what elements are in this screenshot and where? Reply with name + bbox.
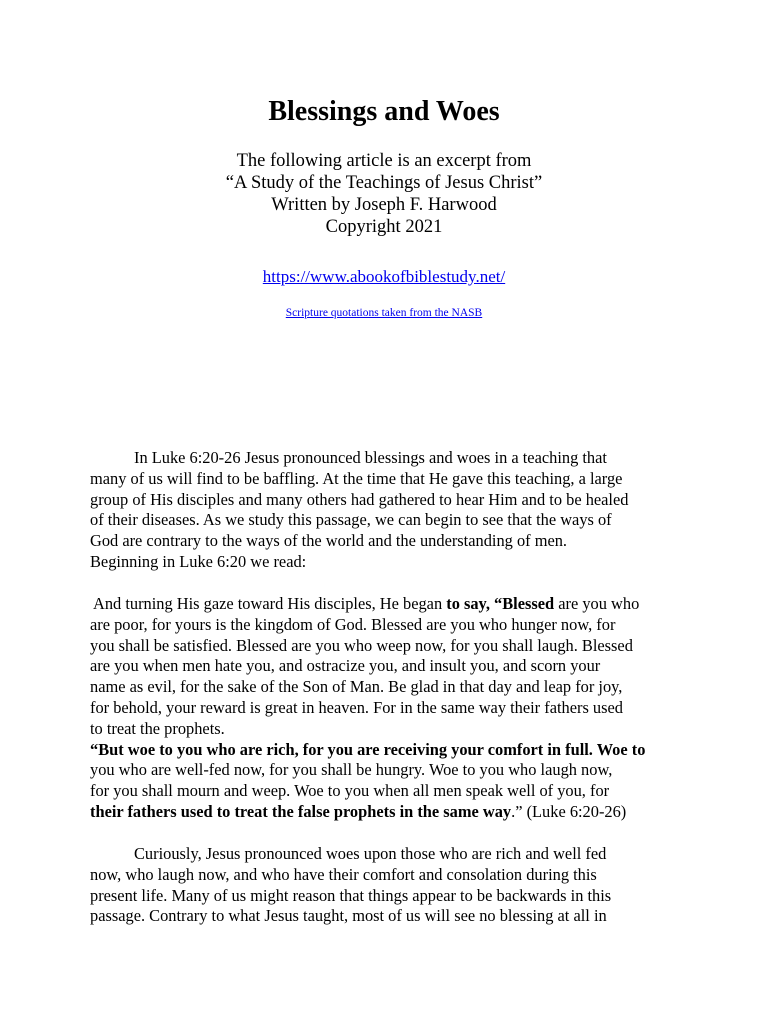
- paragraph-intro: [90, 448, 690, 573]
- quote-line: for you shall mourn and weep. Woe to you when all men speak well of you, for: [90, 781, 610, 801]
- intro-book-title: “A Study of the Teachings of Jesus Christ”: [225, 173, 543, 193]
- paragraph-commentary: [90, 844, 690, 927]
- quote-bold-text: to say, “Blessed: [446, 594, 555, 613]
- paragraph-line: group of His disciples and many others had gathered to hear Him and to be healed: [90, 489, 629, 509]
- scripture-note-link[interactable]: Scripture quotations taken from the NASB: [285, 307, 483, 319]
- scripture-quote: [90, 594, 690, 823]
- paragraph-line: Curiously, Jesus pronounced woes upon those who are rich and well fed: [134, 844, 607, 863]
- quote-line: you shall be satisfied. Blessed are you who weep now, for you shall laugh. Blessed: [90, 635, 633, 655]
- scripture-note-row: [0, 306, 768, 320]
- quote-line: are poor, for yours is the kingdom of God. Blessed are you who hunger now, for: [90, 614, 616, 634]
- quote-line: [90, 802, 690, 823]
- paragraph-line: now, who laugh now, and who have their comfort and consolation during this: [90, 864, 597, 884]
- woe-bold-line: “But woe to you who are rich, for you are receiving your comfort in full. Woe to: [90, 739, 646, 759]
- paragraph-line: many of us will find to be baffling. At the time that He gave this teaching, a large: [90, 468, 623, 488]
- website-link-row: [0, 266, 768, 288]
- quote-line: you who are well-fed now, for you shall be hungry. Woe to you who laugh now,: [90, 760, 613, 780]
- paragraph-line: passage. Contrary to what Jesus taught, most of us will see no blessing at all in: [90, 906, 607, 926]
- quote-line: for behold, your reward is great in heaven. For in the same way their fathers used: [90, 697, 623, 717]
- quote-bold-text: their fathers used to treat the false prophets in the same way: [90, 801, 512, 821]
- paragraph-line: God are contrary to the ways of the world and the understanding of men.: [90, 531, 568, 551]
- quote-line: [90, 594, 690, 615]
- intro-author: Written by Joseph F. Harwood: [271, 195, 497, 215]
- paragraph-line: of their diseases. As we study this passage, we can begin to see that the ways of: [90, 510, 612, 530]
- intro-block: [0, 150, 768, 238]
- quote-line: to treat the prophets.: [90, 718, 225, 738]
- paragraph-line: In Luke 6:20-26 Jesus pronounced blessings and woes in a teaching that: [134, 448, 607, 467]
- intro-copyright: Copyright 2021: [325, 217, 443, 237]
- quote-reference: .” (Luke 6:20-26): [511, 801, 627, 821]
- website-link[interactable]: https://www.abookofbiblestudy.net/: [262, 267, 506, 286]
- quote-text: And turning His gaze toward His disciples, He began: [93, 594, 447, 613]
- paragraph-line: present life. Many of us might reason that things appear to be backwards in this: [90, 885, 612, 905]
- quote-line: name as evil, for the sake of the Son of Man. Be glad in that day and leap for joy,: [90, 677, 623, 697]
- intro-line: The following article is an excerpt from: [236, 151, 532, 171]
- paragraph-line: Beginning in Luke 6:20 we read:: [90, 551, 307, 571]
- quote-text: are you who: [554, 594, 640, 613]
- document-title: Blessings and Woes: [268, 96, 500, 127]
- quote-line: are you when men hate you, and ostracize you, and insult you, and scorn your: [90, 656, 601, 676]
